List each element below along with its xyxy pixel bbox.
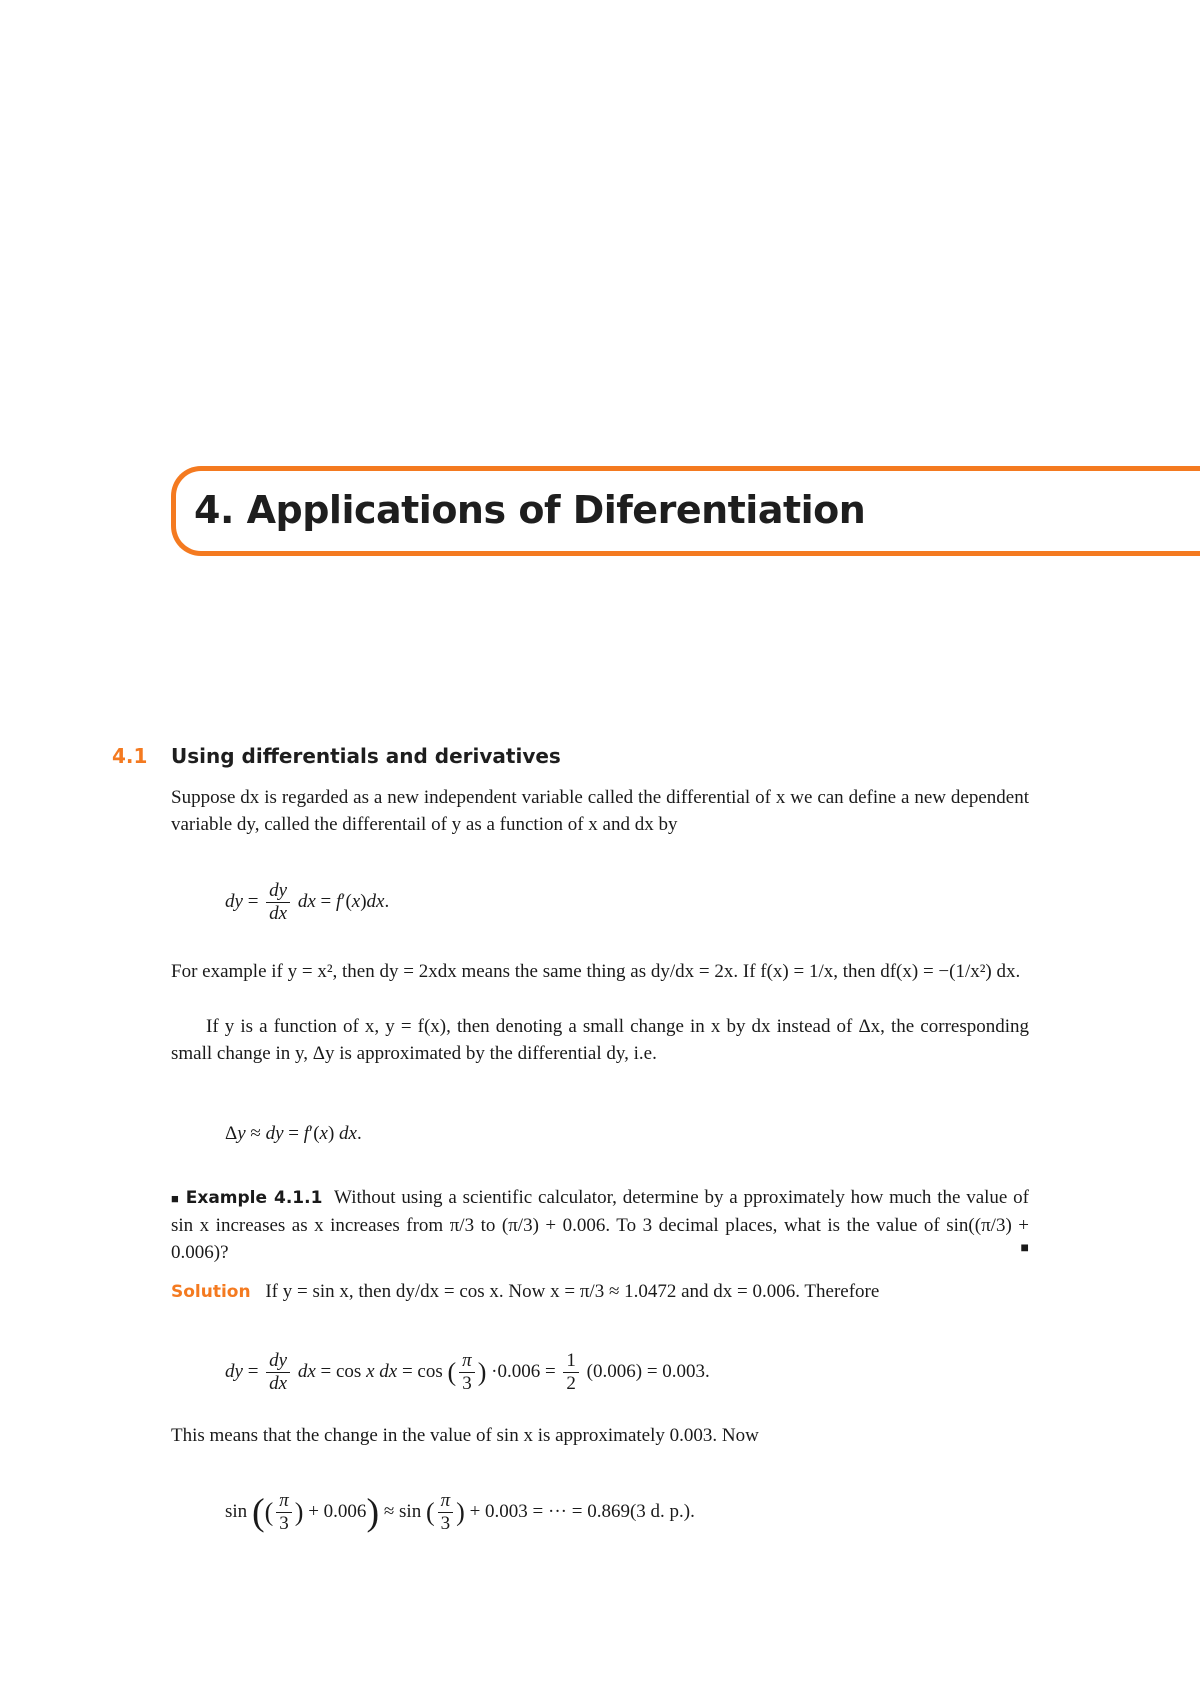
section-number: 4.1 [112,744,148,768]
example-block [171,1184,1029,1266]
approximation-paragraph: If y is a function of x, y = f(x), then denoting a small change in x by dx instead of Δx, the corresponding small change in y, Δy is approximated by the differential dy, i.e. [171,1016,1029,1064]
equation-approximation: Δy ≈ dy = f′(x) dx. [225,1122,362,1144]
equation-differential: dy = $\frac{dy}{dx}$ dx = f′(x)dx. [225,880,390,924]
solution-label: Solution [171,1282,251,1302]
section-title: Using differentials and derivatives [171,744,561,768]
example-end-marker: ■ [1020,1241,1029,1256]
solution-text: If y = sin x, then dy/dx = cos x. Now x = π/3 ≈ 1.0472 and dx = 0.006. Therefore [265,1281,880,1302]
example-label: Example 4.1.1 [185,1188,323,1208]
meaning-paragraph: This means that the change in the value of sin x is approximately 0.003. Now [171,1425,759,1446]
solution-line [171,1278,1029,1306]
example-marker: ■ [171,1191,180,1206]
example-text: Without using a scientific calculator, determine by a pproximately how much the value of sin x increases as x increases from π/3 to (π/3) + 0.006. To 3 decimal places, what is the value of sin((π/3) + 0.006)? [171,1187,1029,1263]
chapter-title: 4. Applications of Diferentiation [194,488,866,532]
equation-final: sin (( $\frac{\pi}{3}$ ) + 0.006) ≈ sin ( $\frac{\pi}{3}$ ) + 0.003 = ··· = 0.869(3 d. p.). [225,1490,695,1534]
example-paragraph: For example if y = x², then dy = 2xdx means the same thing as dy/dx = 2x. If f(x) = 1/x, then df(x) = −(1/x²) dx. [171,961,1021,982]
equation-solution: dy = $\frac{dy}{dx}$ dx = cos x dx = cos ( $\frac{\pi}{3}$ ) ·0.006 = $\frac{1}{2}$ (0.006) = 0.003. [225,1350,710,1394]
intro-paragraph: Suppose dx is regarded as a new independent variable called the differential of x we can define a new dependent variable dy, called the differentail of y as a function of x and dx by [171,787,1029,835]
